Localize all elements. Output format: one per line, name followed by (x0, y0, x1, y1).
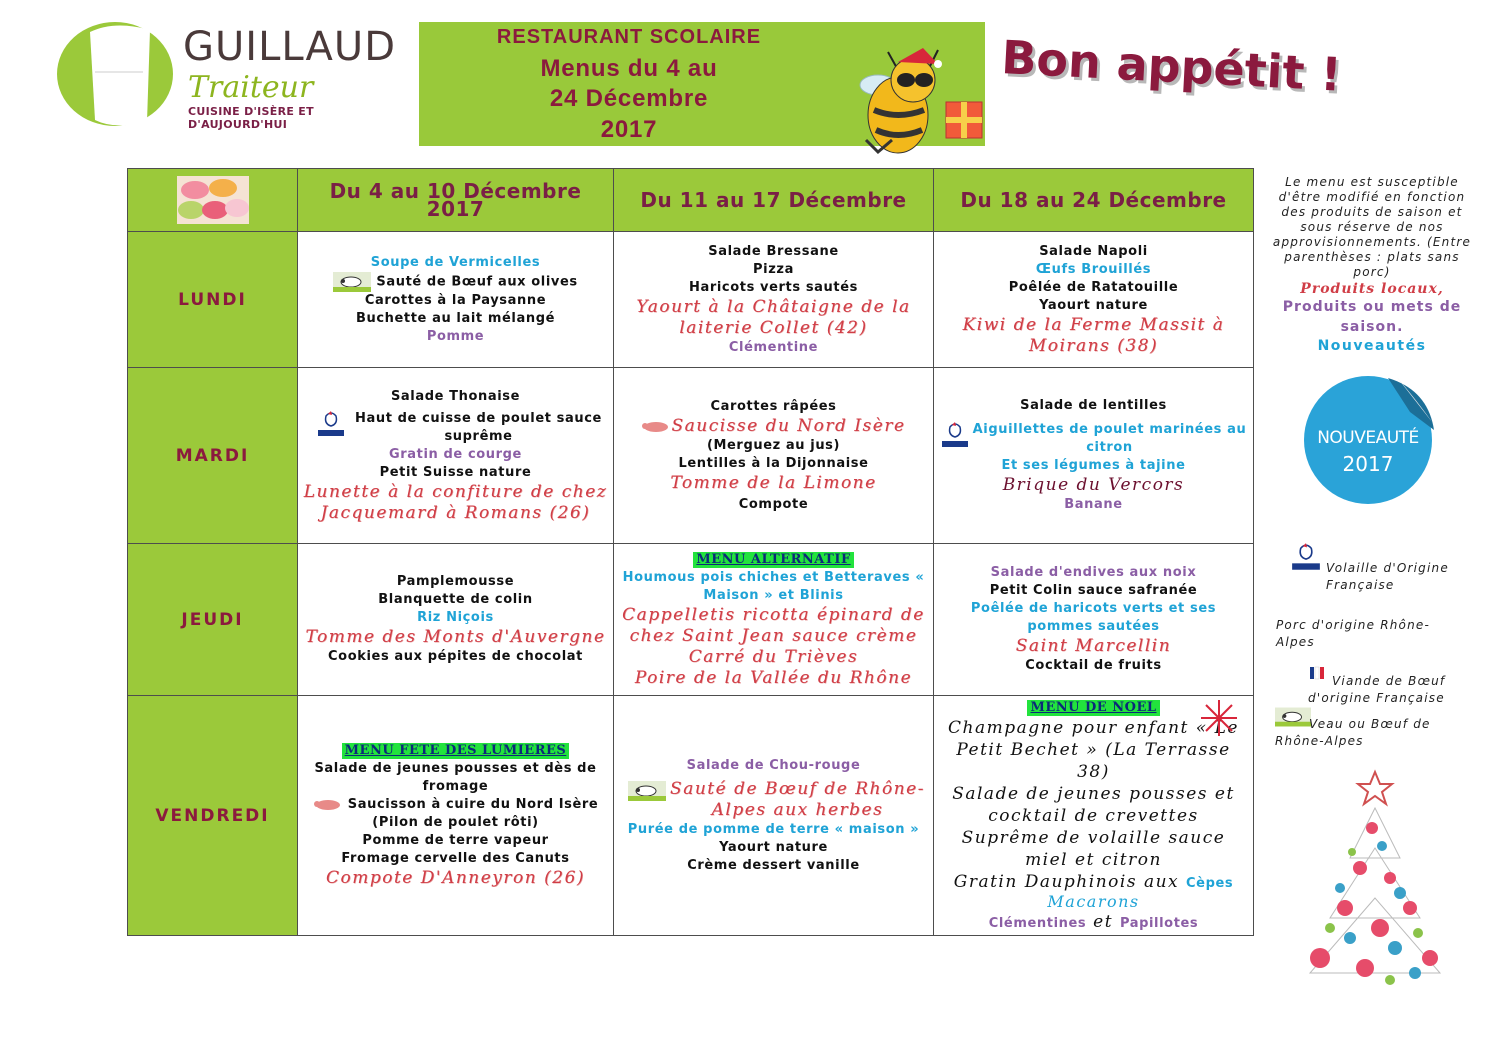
menu-item: Soupe de Vermicelles (370, 254, 541, 270)
menu-item: Cookies aux pépites de chocolat (328, 649, 583, 664)
menu-item-papillotes: Papillotes (1119, 915, 1199, 931)
menu-item: Salade d'endives aux noix (990, 565, 1197, 580)
menu-item: Blanquette de colin (378, 592, 533, 607)
bon-appetit-title: Bon appétit ! (1000, 30, 1343, 102)
menu-item: Pizza (753, 261, 794, 277)
row-jeudi (128, 544, 1254, 696)
mardi-week-2 (614, 368, 934, 544)
volaille-francaise-icon (1290, 542, 1322, 574)
menu-item: Salade de Chou-rouge (686, 757, 861, 773)
legend-porc: Porc d'origine Rhône-Alpes (1276, 618, 1431, 649)
menu-item: Œufs Brouillés (1035, 261, 1152, 277)
brand-name: GUILLAUD (183, 24, 396, 70)
notes-disclaimer: Le menu est susceptible d'être modifié en fonction des produits de saison et sous réserve de nos approvisionnements. (Entre parenthèses : plats sans porc) (1272, 175, 1472, 279)
lundi-week-3 (934, 232, 1254, 368)
menu-item-noel: Salade de jeunes pousses et cocktail de crevettes (952, 783, 1235, 826)
porc-rhone-alpes-icon (313, 798, 343, 812)
macarons-icon (177, 176, 249, 224)
menu-item: (Merguez au jus) (706, 437, 841, 453)
notes-produits-locaux: Produits locaux, (1300, 281, 1444, 297)
menu-item-noel: Champagne pour enfant « Le Petit Bechet » (La Terrasse 38) (948, 717, 1239, 782)
jeudi-week-3 (934, 544, 1254, 696)
week-2-header: Du 11 au 17 Décembre (614, 169, 934, 232)
menu-item (938, 911, 1249, 933)
menu-item: Petit Colin sauce safranée (989, 583, 1198, 598)
menu-item: Purée de pomme de terre « maison » (627, 821, 920, 837)
jeudi-week-1 (298, 544, 614, 696)
week-header-row (128, 169, 1254, 232)
menu-item-et: et (1086, 911, 1120, 932)
chef-hat-logo-icon (55, 12, 185, 132)
menu-fete-lumieres-tag: MENU FETE DES LUMIERES (342, 743, 570, 759)
header-line-4: 2017 (600, 116, 658, 143)
menu-item: Salade Napoli (1039, 243, 1148, 259)
menu-item: Salade de jeunes pousses et dès de fromage (314, 761, 597, 794)
notes-panel (1270, 175, 1474, 354)
menu-item-local: Saucisse du Nord Isère (671, 415, 906, 436)
menu-item: Cocktail de fruits (1025, 658, 1162, 673)
week-3-header: Du 18 au 24 Décembre (934, 169, 1254, 232)
mardi-week-1 (298, 368, 614, 544)
menu-item: Haricots verts sautés (689, 279, 858, 295)
menu-item-cepes: Cèpes (1186, 875, 1234, 891)
menu-item-noel: Suprême de volaille sauce miel et citron (961, 827, 1226, 870)
menu-item: Gratin de courge (389, 446, 522, 462)
menu-item (618, 779, 929, 821)
menu-item: Compote (738, 496, 809, 512)
menu-item: Yaourt nature (719, 839, 828, 855)
menu-item-local: Tomme des Monts d'Auvergne (305, 627, 606, 647)
macarons-cell (128, 169, 298, 232)
notes-nouveautes: Nouveautés (1317, 338, 1427, 354)
menu-item-macarons: Macarons (1047, 891, 1140, 911)
menu-tag (618, 551, 929, 569)
menu-item-local: Lunette à la confiture de chez Jacquemard à Romans (26) (303, 481, 608, 523)
guillaud-logo (55, 12, 400, 132)
menu-item-local: Sauté de Bœuf de Rhône-Alpes aux herbes (670, 778, 925, 820)
menu-item (302, 410, 609, 446)
row-mardi (128, 368, 1254, 544)
volaille-francaise-icon (316, 410, 346, 440)
menu-item: Buchette au lait mélangé (355, 310, 556, 326)
menu-item: Et ses légumes à tajine (1001, 458, 1186, 473)
christmas-tree-icon (1290, 768, 1460, 988)
menu-item (938, 421, 1249, 457)
menu-item: Carottes à la Paysanne (364, 292, 547, 308)
menu-item-text: Aiguillettes de poulet marinées au citron (972, 422, 1247, 455)
menu-item: Salade de lentilles (1020, 398, 1167, 413)
menu-item-text: Saucisson à cuire du Nord Isère (347, 797, 599, 812)
bee-mascot-icon (858, 40, 1008, 160)
menu-item: Crème dessert vanille (687, 857, 860, 873)
mardi-week-3 (934, 368, 1254, 544)
menu-table (127, 168, 1254, 936)
menu-item: Salade Bressane (708, 243, 839, 259)
legend-volaille: Volaille d'Origine Française (1326, 561, 1449, 592)
badge-line-2: 2017 (1342, 452, 1394, 476)
header-line-3: 24 Décembre (549, 85, 709, 112)
lundi-week-1 (298, 232, 614, 368)
menu-item: Houmous pois chiches et Betteraves « Maison » et Blinis (622, 569, 925, 603)
menu-item-local: Carré du Trièves (688, 646, 859, 667)
rhone-alpes-beef-icon (628, 781, 666, 801)
vendredi-week-1 (298, 696, 614, 936)
menu-item (302, 272, 609, 292)
porc-rhone-alpes-icon (641, 420, 671, 434)
menu-item-noel: Gratin Dauphinois aux (953, 871, 1187, 892)
brand-sub: Traiteur (188, 70, 314, 105)
menu-item: Petit Suisse nature (379, 464, 532, 480)
menu-item-local: Saint Marcellin (1015, 636, 1172, 656)
menu-alternatif-tag: MENU ALTERNATIF (693, 552, 853, 568)
rhone-alpes-beef-icon (333, 272, 371, 292)
menu-item (938, 871, 1249, 893)
day-vendredi: VENDREDI (128, 696, 298, 936)
menu-item-local: Poire de la Vallée du Rhône (634, 667, 913, 688)
snowflake-ornament-icon (1199, 698, 1239, 738)
volaille-francaise-icon (940, 421, 970, 451)
menu-item: Pomme de terre vapeur (362, 833, 549, 848)
lundi-week-2 (614, 232, 934, 368)
menu-item-text: Haut de cuisse de poulet sauce suprême (355, 410, 602, 444)
menu-item-local: Tomme de la Limone (670, 472, 877, 493)
legend-veau: Veau ou Bœuf de Rhône-Alpes (1275, 717, 1431, 748)
brand-tagline: CUISINE D'ISÈRE ET D'AUJOURD'HUI (188, 105, 314, 131)
menu-item: Banane (1064, 497, 1123, 512)
menu-item-local: Brique du Vercors (1002, 475, 1185, 495)
menu-item-local: Kiwi de la Ferme Massit à Moirans (38) (962, 314, 1225, 356)
row-vendredi (128, 696, 1254, 936)
menu-item: Salade Thonaise (390, 388, 521, 404)
day-mardi: MARDI (128, 368, 298, 544)
vendredi-week-3 (934, 696, 1254, 936)
menu-item: Riz Niçois (417, 610, 494, 625)
jeudi-week-2 (614, 544, 934, 696)
menu-item-local: Cappelletis ricotta épinard de chez Saint Jean sauce crème (622, 604, 925, 646)
day-lundi: LUNDI (128, 232, 298, 368)
menu-item-local: Compote D'Anneyron (26) (325, 868, 586, 888)
legend-boeuf: Viande de Bœuf d'origine Française (1308, 674, 1446, 705)
menu-item-local: Yaourt à la Châtaigne de la laiterie Collet (42) (636, 296, 911, 338)
menu-item-text: Sauté de Bœuf aux olives (376, 274, 578, 289)
row-lundi (128, 232, 1254, 368)
header-line-1: RESTAURANT SCOLAIRE (496, 26, 762, 48)
menu-noel-tag: MENU DE NOEL (1027, 700, 1159, 716)
menu-tag (302, 742, 609, 760)
header-line-2: Menus du 4 au (540, 55, 718, 82)
menu-item (618, 416, 929, 437)
menu-item: Poêlée de haricots verts et ses pommes sautées (970, 601, 1217, 634)
menu-item: Lentilles à la Dijonnaise (678, 455, 869, 471)
vendredi-week-2 (614, 696, 934, 936)
week-1-header: Du 4 au 10 Décembre 2017 (298, 169, 614, 232)
nouveaute-badge (1300, 372, 1440, 507)
menu-item: Yaourt nature (1039, 297, 1148, 313)
menu-item: Poêlée de Ratatouille (1008, 279, 1179, 295)
badge-line-1: NOUVEAUTÉ (1317, 428, 1419, 448)
menu-item-clementines: Clémentines (988, 915, 1087, 931)
day-jeudi: JEUDI (128, 544, 298, 696)
menu-item: Pamplemousse (396, 574, 515, 589)
menu-item: Pomme (426, 328, 485, 344)
menu-item: Carottes râpées (710, 398, 837, 414)
notes-produits-saison: Produits ou mets de saison. (1282, 299, 1462, 335)
menu-item: Clémentine (728, 339, 819, 355)
menu-item (302, 796, 609, 814)
menu-item: (Pilon de poulet rôti) (372, 815, 539, 830)
menu-item: Fromage cervelle des Canuts (341, 851, 570, 866)
